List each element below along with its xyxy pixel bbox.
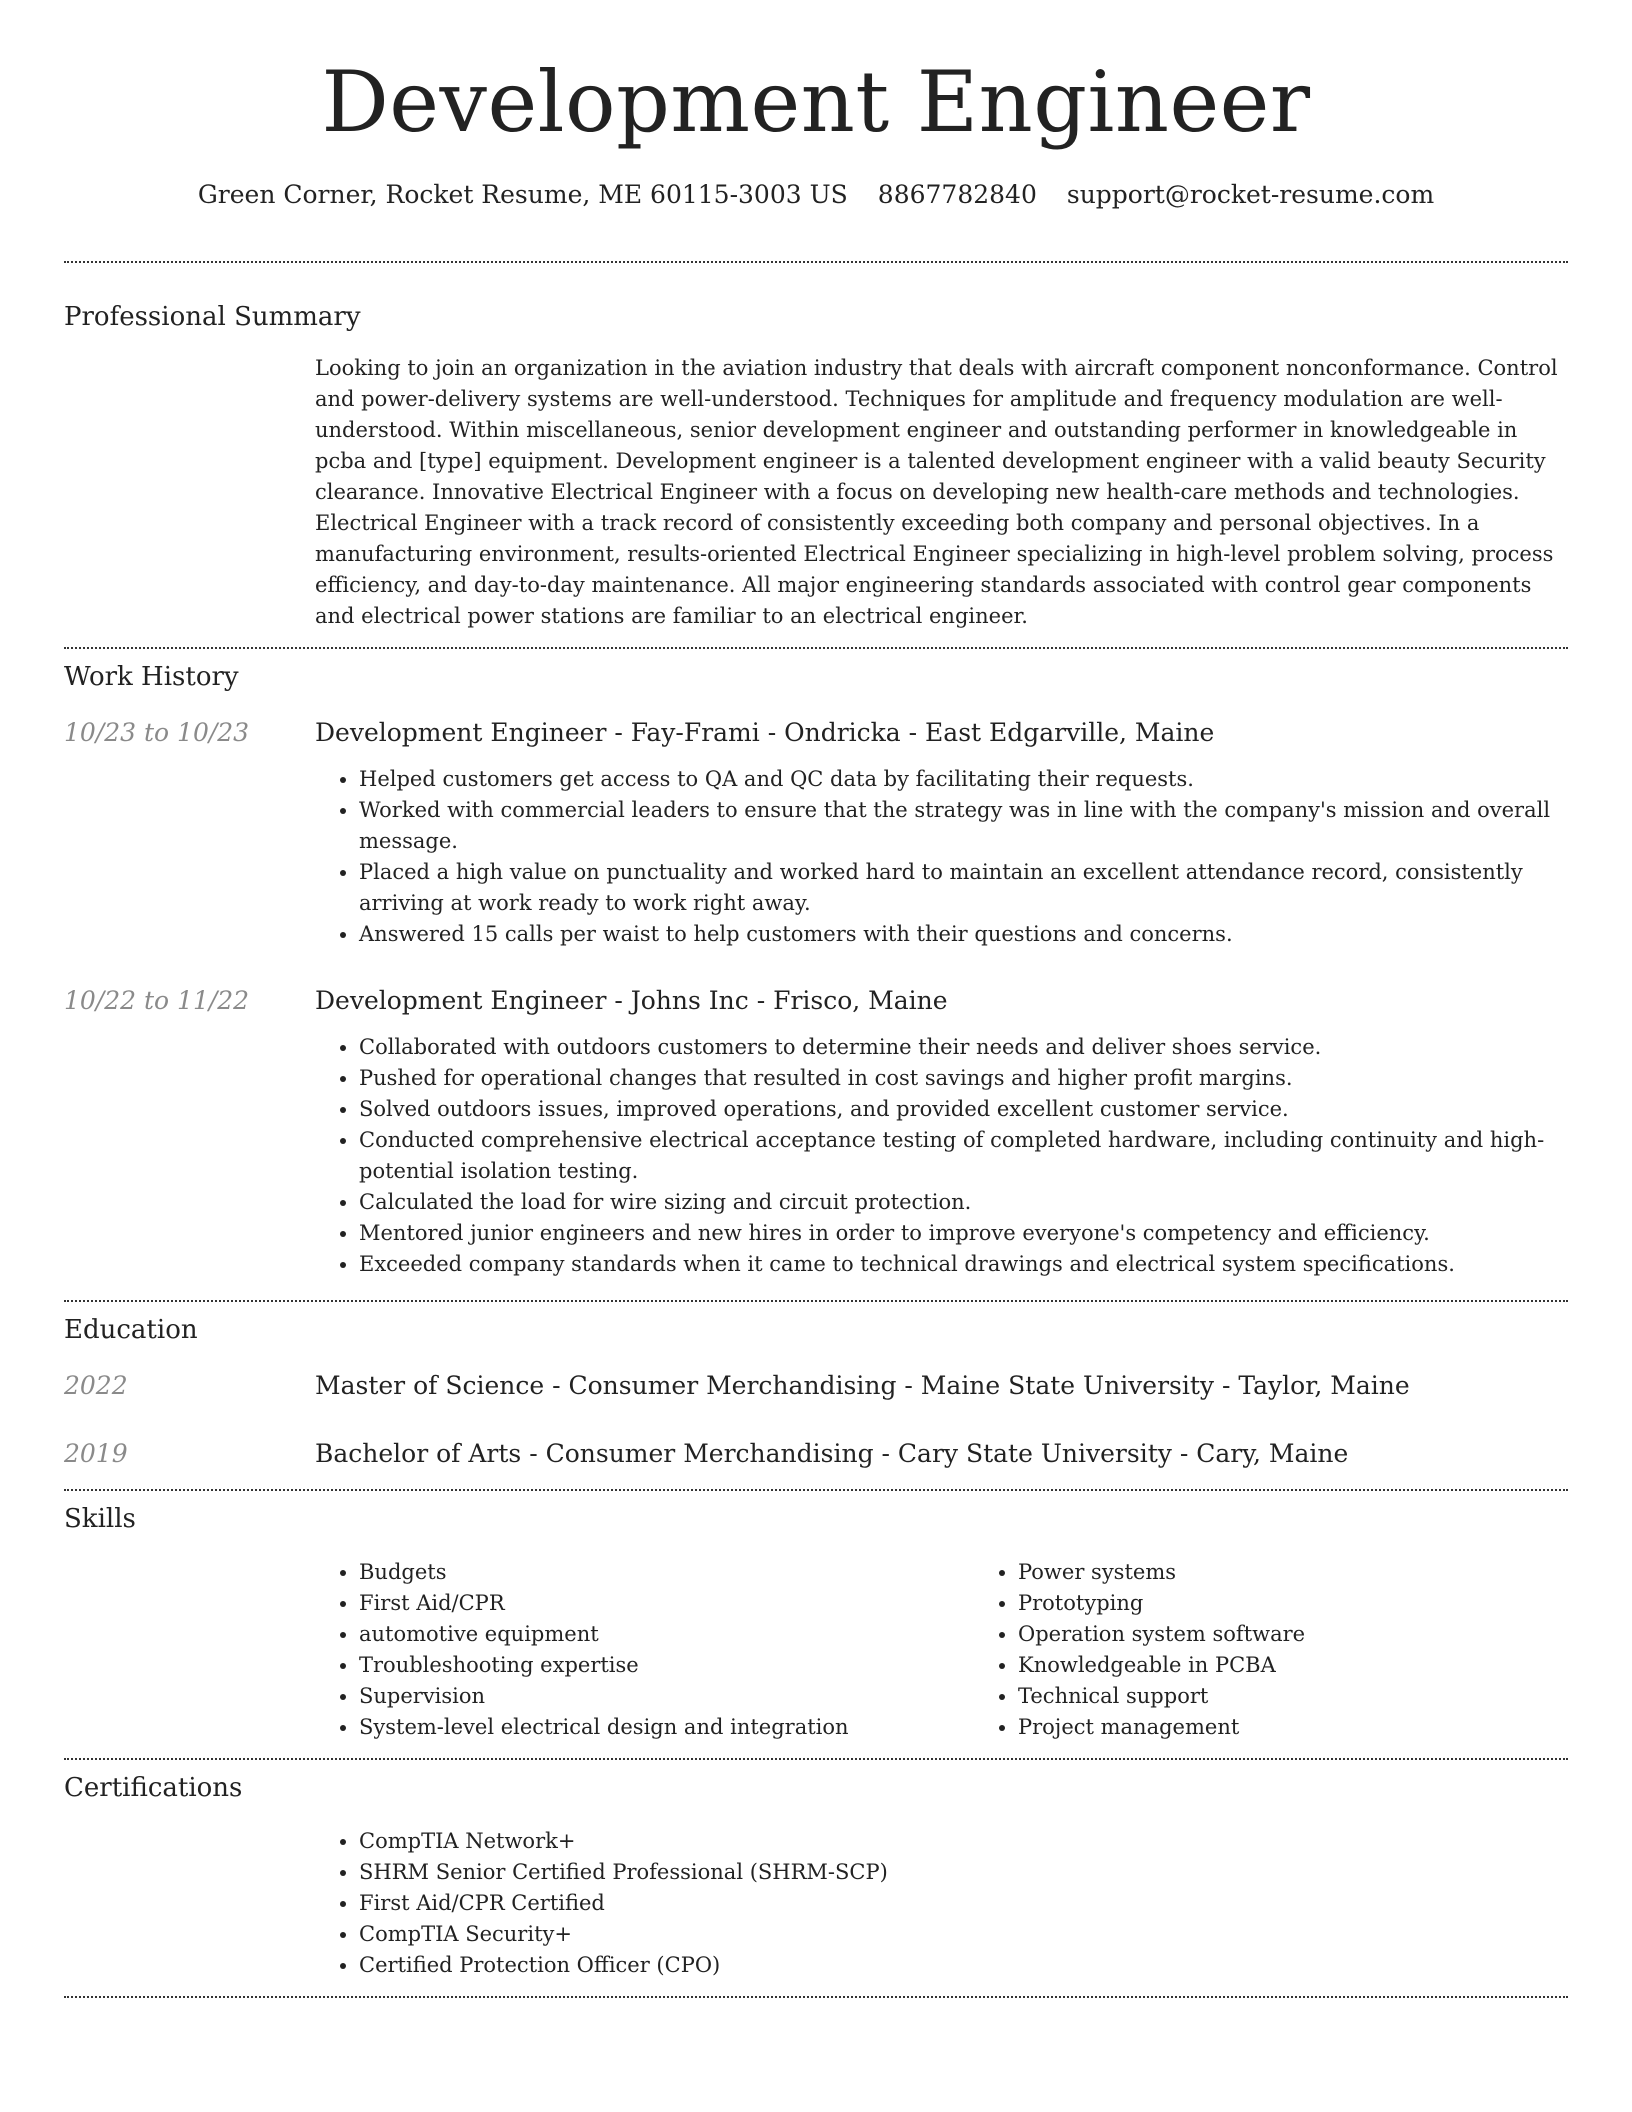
certifications-row	[64, 1826, 1568, 1981]
education-entry	[64, 1437, 1568, 1471]
list-item: • CompTIA Network+	[359, 1826, 1568, 1857]
skills-row	[64, 1557, 1568, 1743]
job-bullets	[315, 764, 1568, 950]
resume-name: Development Engineer	[321, 53, 1311, 151]
section-title-education: Education	[64, 1315, 198, 1345]
list-item: • Helped customers get access to QA and QC data by facilitating their requests.	[359, 764, 1568, 795]
list-item: • Conducted comprehensive electrical acceptance testing of completed hardware, including continuity and high-potential isolation testing.	[359, 1125, 1568, 1187]
section-divider	[64, 1758, 1568, 1760]
contact-phone: 8867782840	[877, 180, 1037, 209]
section-title-certifications: Certifications	[64, 1773, 243, 1803]
list-item: • Technical support	[1018, 1681, 1632, 1712]
list-item: • System-level electrical design and integration	[359, 1712, 974, 1743]
list-item: • Supervision	[359, 1681, 974, 1712]
list-item: • Operation system software	[1018, 1619, 1632, 1650]
section-title-work: Work History	[64, 662, 239, 692]
list-item: • Collaborated with outdoors customers to determine their needs and deliver shoes service.	[359, 1032, 1568, 1063]
summary-spacer	[64, 353, 315, 632]
job-title: Development Engineer - Fay-Frami - Ondricka - East Edgarville, Maine	[315, 718, 1215, 747]
list-item: • Pushed for operational changes that resulted in cost savings and higher profit margins.	[359, 1063, 1568, 1094]
list-item: • CompTIA Security+	[359, 1919, 1568, 1950]
list-item: • First Aid/CPR Certified	[359, 1888, 1568, 1919]
contact-email: support@rocket-resume.com	[1066, 180, 1435, 209]
list-item: • automotive equipment	[359, 1619, 974, 1650]
list-item: • Prototyping	[1018, 1588, 1632, 1619]
education-degree: Bachelor of Arts - Consumer Merchandising - Cary State University - Cary, Maine	[315, 1439, 1349, 1468]
list-item: • Solved outdoors issues, improved operations, and provided excellent customer service.	[359, 1094, 1568, 1125]
list-item: • Troubleshooting expertise	[359, 1650, 974, 1681]
list-item: • Budgets	[359, 1557, 974, 1588]
section-divider	[64, 647, 1568, 649]
education-entry	[64, 1369, 1568, 1403]
summary-row	[64, 353, 1568, 632]
resume-page	[64, 0, 1568, 1998]
list-item: • First Aid/CPR	[359, 1588, 974, 1619]
skills-spacer	[64, 1557, 315, 1743]
list-item: • SHRM Senior Certified Professional (SHRM-SCP)	[359, 1857, 1568, 1888]
section-divider	[64, 1300, 1568, 1302]
certifications-list	[315, 1826, 1568, 1981]
section-divider	[64, 261, 1568, 263]
section-title-summary: Professional Summary	[64, 302, 361, 332]
list-item: • Mentored junior engineers and new hires in order to improve everyone's competency and efficiency.	[359, 1218, 1568, 1249]
summary-text: Looking to join an organization in the aviation industry that deals with aircraft component nonconformance. Control and power-delivery systems are well-understood. Techniques for amplitude and frequency modulation are well-understood. Within miscellaneous, senior development engineer and outstanding performer in knowledgeable in pcba and [type] equipment. Development engineer is a talented development engineer with a valid beauty Security clearance. Innovative Electrical Engineer with a focus on developing new health-care methods and technologies. Electrical Engineer with a track record of consistently exceeding both company and personal objectives. In a manufacturing environment, results-oriented Electrical Engineer specializing in high-level problem solving, process efficiency, and day-to-day maintenance. All major engineering standards associated with control gear components and electrical power stations are familiar to an electrical engineer.	[315, 356, 1558, 628]
list-item: • Answered 15 calls per waist to help customers with their questions and concerns.	[359, 919, 1568, 950]
skills-list-right	[974, 1557, 1632, 1743]
list-item: • Knowledgeable in PCBA	[1018, 1650, 1632, 1681]
list-item: • Worked with commercial leaders to ensure that the strategy was in line with the company's mission and overall message.	[359, 795, 1568, 857]
job-dates: 10/22 to 11/22	[64, 986, 250, 1015]
skills-list-left	[315, 1557, 974, 1743]
job-dates: 10/23 to 10/23	[64, 718, 250, 747]
list-item: • Calculated the load for wire sizing and circuit protection.	[359, 1187, 1568, 1218]
education-year: 2019	[64, 1439, 128, 1468]
education-year: 2022	[64, 1371, 128, 1400]
contact-line	[64, 178, 1568, 212]
contact-address: Green Corner, Rocket Resume, ME 60115-3003 US	[197, 180, 848, 209]
list-item: • Power systems	[1018, 1557, 1632, 1588]
job-entry	[64, 716, 1568, 950]
list-item: • Placed a high value on punctuality and worked hard to maintain an excellent attendance record, consistently arriving at work ready to work right away.	[359, 857, 1568, 919]
certifications-spacer	[64, 1826, 315, 1981]
list-item: • Certified Protection Officer (CPO)	[359, 1950, 1568, 1981]
list-item: • Exceeded company standards when it came to technical drawings and electrical system specifications.	[359, 1249, 1568, 1280]
section-divider	[64, 1489, 1568, 1491]
list-item: • Project management	[1018, 1712, 1632, 1743]
job-bullets	[315, 1032, 1568, 1280]
education-degree: Master of Science - Consumer Merchandising - Maine State University - Taylor, Maine	[315, 1371, 1410, 1400]
section-title-skills: Skills	[64, 1504, 136, 1534]
job-title: Development Engineer - Johns Inc - Frisco, Maine	[315, 986, 948, 1015]
section-divider	[64, 1996, 1568, 1998]
job-entry	[64, 984, 1568, 1280]
